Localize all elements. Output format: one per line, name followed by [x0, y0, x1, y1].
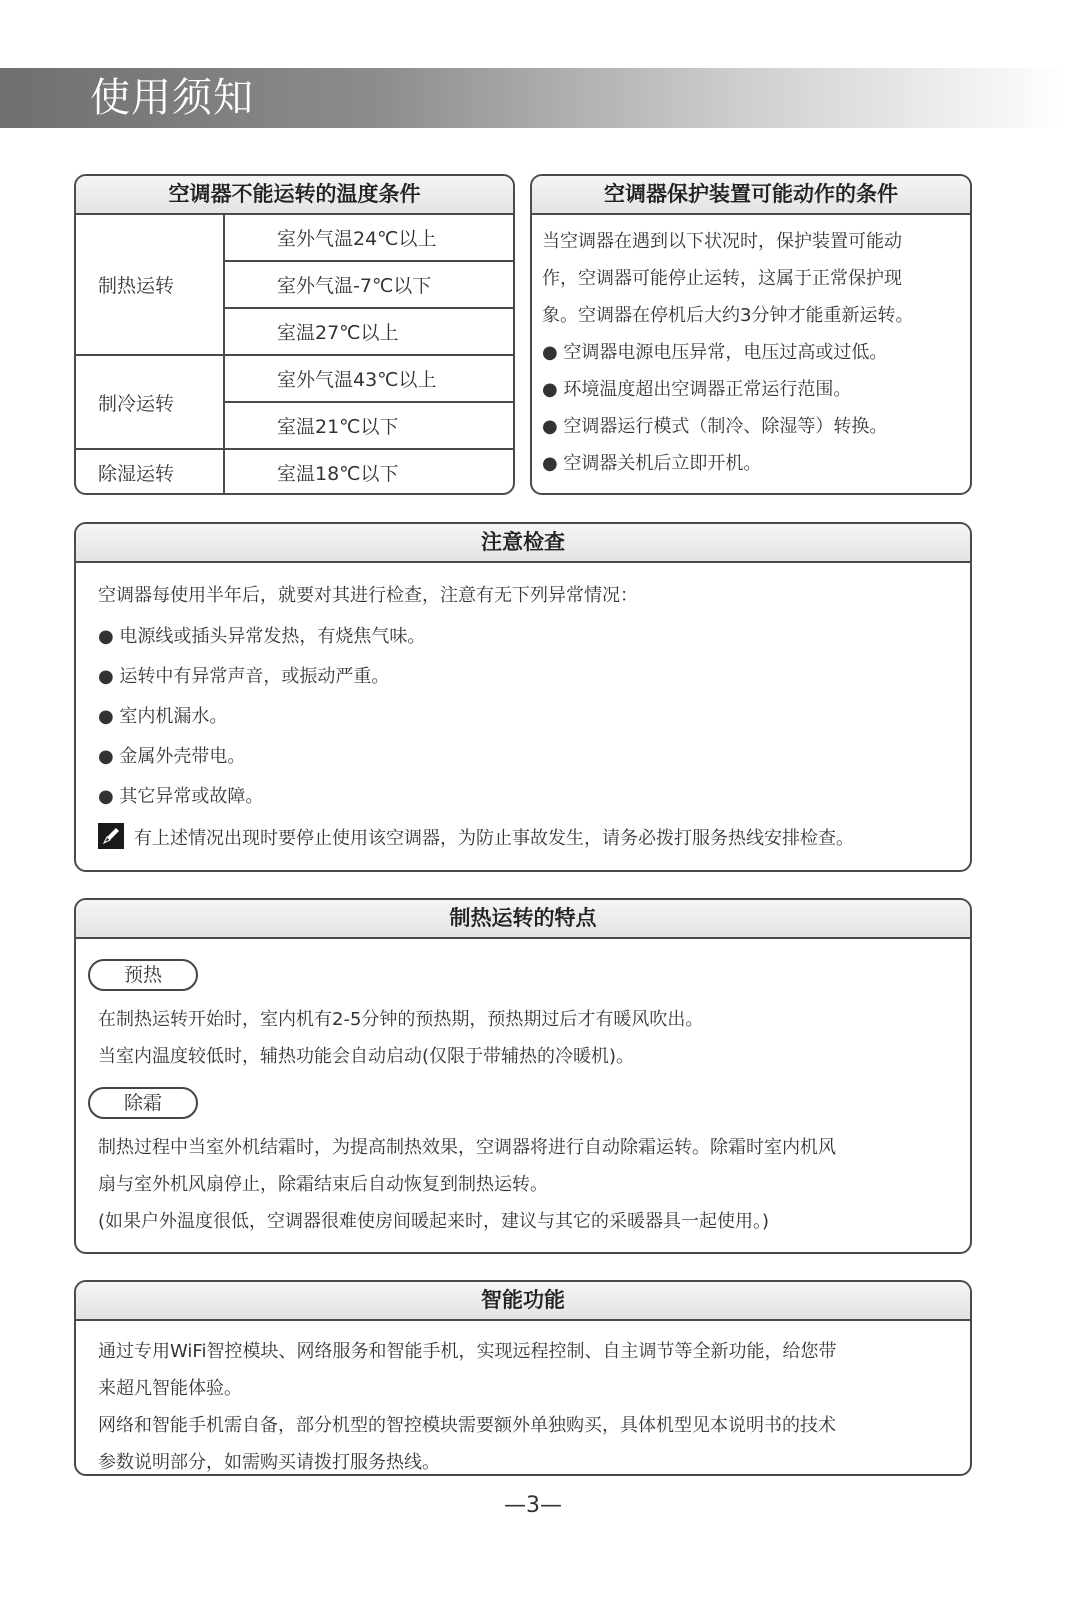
list-item: ● 环境温度超出空调器正常运行范围。 [542, 379, 852, 400]
smart-line: 参数说明部分，如需购买请拨打服务热线。 [98, 1452, 440, 1473]
smart-line: 网络和智能手机需自备，部分机型的智控模块需要额外单独购买，具体机型见本说明书的技术 [98, 1415, 836, 1436]
list-item: ● 空调器运行模式（制冷、除湿等）转换。 [542, 416, 888, 437]
condition-cell: 室温21℃以下 [224, 402, 513, 449]
list-item: ● 金属外壳带电。 [98, 746, 246, 767]
table-row [76, 355, 513, 402]
page-title: 使用须知 [90, 75, 254, 121]
mode-cell: 制冷运转 [76, 355, 224, 449]
list-item: ● 空调器电源电压异常，电压过高或过低。 [542, 342, 888, 363]
defrost-line: 扇与室外机风扇停止，除霜结束后自动恢复到制热运转。 [98, 1174, 548, 1195]
protect-intro-line: 当空调器在遇到以下状况时，保护装置可能动 [542, 231, 902, 252]
smart-line: 来超凡智能体验。 [98, 1378, 242, 1399]
check-intro: 空调器每使用半年后，就要对其进行检查，注意有无下列异常情况： [98, 585, 638, 606]
title-bar [0, 68, 1066, 128]
list-item: ● 其它异常或故障。 [98, 786, 264, 807]
temp-conditions-header: 空调器不能运转的温度条件 [76, 176, 513, 215]
smart-box [74, 1280, 972, 1476]
defrost-line: 制热过程中当室外机结霜时，为提高制热效果，空调器将进行自动除霜运转。除霜时室内机风 [98, 1137, 836, 1158]
list-item: ● 运转中有异常声音，或振动严重。 [98, 666, 390, 687]
smart-header: 智能功能 [76, 1282, 970, 1321]
defrost-label: 除霜 [88, 1087, 198, 1119]
page-number: —3— [504, 1493, 562, 1518]
temp-conditions-box [74, 174, 515, 495]
table-row [76, 215, 513, 261]
condition-cell: 室温27℃以上 [224, 308, 513, 355]
protect-intro-line: 作，空调器可能停止运转，这属于正常保护现 [542, 268, 902, 289]
check-header: 注意检查 [76, 524, 970, 563]
protect-header: 空调器保护装置可能动作的条件 [532, 176, 970, 215]
preheat-line: 当室内温度较低时，辅热功能会自动启动(仅限于带辅热的冷暖机)。 [98, 1046, 635, 1067]
preheat-line: 在制热运转开始时，室内机有2-5分钟的预热期，预热期过后才有暖风吹出。 [98, 1009, 704, 1030]
mode-cell: 除湿运转 [76, 449, 224, 495]
heating-box [74, 898, 972, 1254]
condition-cell: 室温18℃以下 [277, 463, 399, 485]
list-item: ● 室内机漏水。 [98, 706, 228, 727]
pen-icon [98, 822, 124, 848]
table-row [76, 449, 513, 495]
temp-conditions-table [76, 215, 513, 495]
protect-box [530, 174, 972, 495]
check-warning-text: 有上述情况出现时要停止使用该空调器，为防止事故发生，请务必拨打服务热线安排检查。 [134, 828, 854, 849]
preheat-label: 预热 [88, 959, 198, 991]
smart-line: 通过专用WiFi智控模块、网络服务和智能手机，实现远程控制、自主调节等全新功能，给您带 [98, 1341, 837, 1362]
check-box [74, 522, 972, 872]
condition-cell: 室外气温-7℃以下 [224, 261, 513, 308]
heating-header: 制热运转的特点 [76, 900, 970, 939]
check-warning-row [98, 817, 970, 861]
list-item: ● 空调器关机后立即开机。 [542, 453, 762, 474]
protect-intro-line: 象。空调器在停机后大约3分钟才能重新运转。 [542, 305, 914, 326]
condition-cell: 室外气温43℃以上 [224, 355, 513, 402]
defrost-line: (如果户外温度很低，空调器很难使房间暖起来时，建议与其它的采暖器具一起使用。) [98, 1211, 770, 1232]
condition-cell: 室外气温24℃以上 [224, 215, 513, 261]
mode-cell: 制热运转 [76, 215, 224, 355]
list-item: ● 电源线或插头异常发热，有烧焦气味。 [98, 626, 426, 647]
